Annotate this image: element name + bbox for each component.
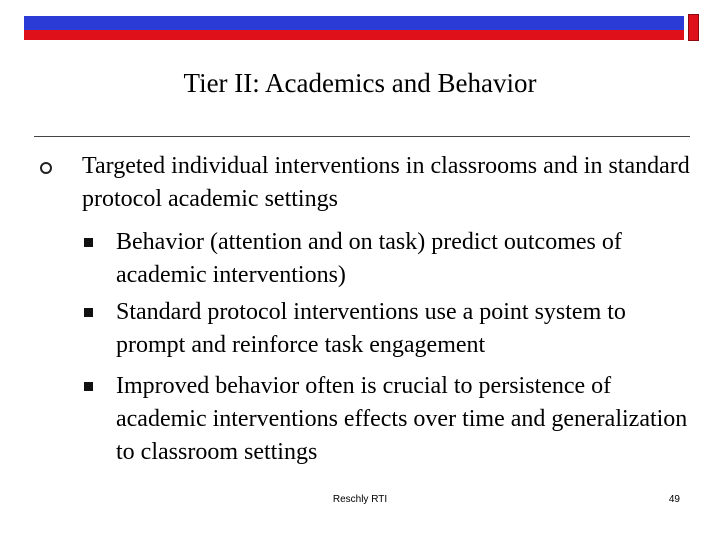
- sub-bullet-text: Behavior (attention and on task) predict outcomes of academic interventions): [116, 229, 622, 288]
- footer-text: Reschly RTI: [332, 494, 388, 505]
- hollow-circle-bullet-icon: [40, 162, 52, 174]
- main-bullet-text: Targeted individual interventions in classrooms and in standard protocol academic settings: [82, 153, 690, 212]
- sub-bullet-text: Standard protocol interventions use a point system to prompt and reinforce task engagement: [116, 299, 626, 358]
- square-bullet-icon: [84, 382, 93, 391]
- corner-decoration-icon: [688, 14, 699, 41]
- page-number: 49: [668, 494, 680, 505]
- square-bullet-icon: [84, 308, 93, 317]
- slide-title: Tier II: Academics and Behavior: [183, 68, 537, 98]
- top-blue-bar: [24, 16, 684, 30]
- top-red-bar: [24, 30, 684, 40]
- square-bullet-icon: [84, 238, 93, 247]
- sub-bullet-text: Improved behavior often is crucial to persistence of academic interventions effects over time and generalization to classroom settings: [116, 373, 688, 465]
- title-divider: [34, 136, 690, 137]
